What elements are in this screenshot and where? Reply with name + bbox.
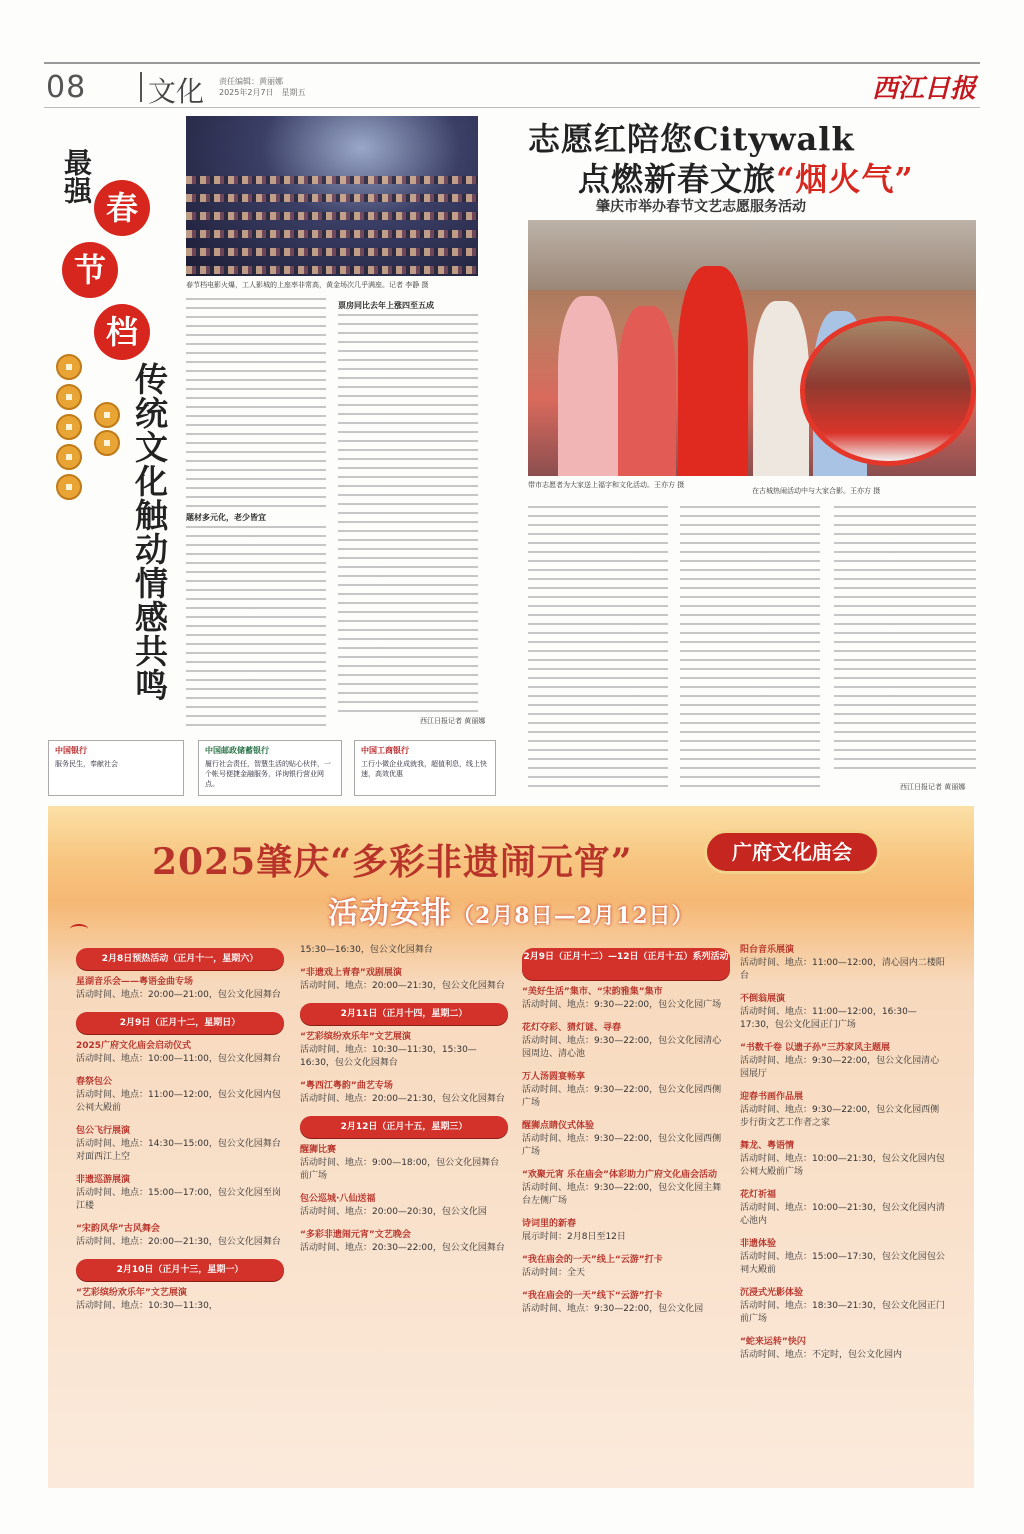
event-detail: 活动时间、地点：20:00—21:30，包公文化园舞台: [76, 1237, 281, 1247]
schedule-day-header: 2月9日（正月十二，星期日）: [76, 1012, 284, 1034]
paper-logo: 西江日报: [871, 74, 976, 104]
event-detail: 活动时间、地点：10:30—11:30，15:30—16:30，包公文化园舞台: [300, 1045, 477, 1068]
event-title: 迎春书画作品展: [740, 1092, 804, 1102]
schedule-event: [300, 967, 508, 993]
title-main: 传统文化触动情感共鸣: [130, 362, 169, 702]
schedule-event: [740, 1189, 948, 1228]
schedule-event: [300, 1144, 508, 1183]
event-title: 万人汤圆宴畅享: [522, 1072, 586, 1082]
event-detail: 活动时间、地点：11:00—12:00，16:30—17:30，包公文化园正门广场: [740, 1007, 917, 1030]
schedule-event: [76, 1174, 284, 1213]
section-title: 文化: [148, 75, 205, 108]
title-char-circle: 节: [62, 242, 118, 298]
person-figure: [678, 266, 748, 476]
schedule-event: [300, 1229, 508, 1255]
event-title: “我在庙会的一天”线上“云游”打卡: [522, 1255, 663, 1265]
right-article-title-line2: 点燃新春文旅“烟火气”: [578, 160, 914, 198]
event-detail: 活动时间、地点：15:00—17:30，包公文化园包公祠大殿前: [740, 1252, 945, 1275]
masthead-divider: [140, 72, 142, 102]
schedule-event: [76, 1287, 284, 1313]
masthead-meta: [219, 76, 306, 98]
schedule-event: [300, 1193, 508, 1219]
schedule-day-header: 2月12日（正月十五，星期三）: [300, 1116, 508, 1138]
editor-line: 责任编辑：黄丽娜: [219, 77, 283, 86]
event-title: 星湖音乐会——粤语金曲专场: [76, 977, 194, 987]
schedule-event: [740, 944, 948, 983]
event-title: “美好生活”集市、“宋韵雅集”集市: [522, 987, 663, 997]
event-title: “欢聚元宵 乐在庙会”体彩助力广府文化庙会活动: [522, 1170, 717, 1180]
event-title: 2025广府文化庙会启动仪式: [76, 1041, 192, 1051]
event-title: “宋韵风华”古风舞会: [76, 1224, 160, 1234]
schedule-event: [300, 944, 508, 957]
event-detail: 活动时间、地点：9:30—22:00，包公文化园西侧广场: [522, 1085, 722, 1108]
event-title: 诗词里的新春: [522, 1219, 577, 1229]
cinema-photo-caption: 春节档电影火爆，工人影城的上座率非常高，黄金场次几乎满座。记者 李静 摄: [186, 281, 429, 289]
event-detail: 活动时间、地点：9:30—22:00，包公文化园清心园展厅: [740, 1056, 940, 1079]
schedule-event: [76, 1223, 284, 1249]
volunteer-inset-photo: [800, 316, 976, 466]
event-detail: 活动时间、地点：9:30—22:00，包公文化园: [522, 1304, 704, 1314]
event-detail: 展示时间：2月8日至12日: [522, 1232, 626, 1242]
event-title: 沉浸式光影体验: [740, 1288, 804, 1298]
event-title: “我在庙会的一天”线下“云游”打卡: [522, 1291, 663, 1301]
event-title: 不倒翁展演: [740, 994, 786, 1004]
event-detail: 活动时间、地点：10:00—21:30，包公文化园内清心池内: [740, 1203, 945, 1226]
event-detail: 活动时间：全天: [522, 1268, 586, 1278]
event-detail: 活动时间、地点：18:30—21:30，包公文化园正门前广场: [740, 1301, 945, 1324]
decorative-swirl: [70, 924, 88, 934]
article-column: [528, 506, 668, 792]
event-detail: 活动时间、地点：9:30—22:00，包公文化园广场: [522, 1000, 722, 1010]
event-title: 醒狮点睛仪式体验: [522, 1121, 595, 1131]
schedule-day-header: 2月10日（正月十三，星期一）: [76, 1259, 284, 1281]
event-detail: 活动时间、地点：10:30—11:30，: [76, 1301, 218, 1311]
ad-bank-of-china: 中国银行 服务民生，奉献社会: [48, 740, 184, 796]
schedule-event: [522, 1254, 730, 1280]
coin-icon: [94, 430, 120, 456]
title-char-circle: 档: [94, 304, 150, 360]
schedule-column: [76, 944, 284, 1323]
seat-row: [186, 194, 478, 202]
banner-badge: 广府文化庙会: [704, 830, 880, 874]
left-article-title: [48, 140, 188, 740]
event-detail: 活动时间、地点：9:30—22:00，包公文化园清心园周边、清心池: [522, 1036, 722, 1059]
article-subhead: 票房同比去年上涨四至五成: [338, 301, 434, 310]
event-title: 舞龙、粤语情: [740, 1141, 795, 1151]
event-detail: 活动时间、地点：20:00—20:30，包公文化园: [300, 1207, 487, 1217]
event-detail: 活动时间、地点：10:00—11:00，包公文化园舞台: [76, 1054, 281, 1064]
schedule-column: [522, 944, 730, 1326]
schedule-event: [522, 1022, 730, 1061]
schedule-event: [740, 1238, 948, 1277]
ad-postal-bank: 中国邮政储蓄银行 履行社会责任，智慧生活的贴心伙伴，一个帐号便捷金融服务，详询银行营业网点。: [198, 740, 342, 796]
banner-title: 2025肇庆“多彩非遗闹元宵”: [152, 841, 633, 883]
event-title: 非遗体验: [740, 1239, 777, 1249]
volunteer-caption-right: 在古城热闹活动中与大家合影。王亦方 摄: [752, 487, 881, 495]
coin-icon: [56, 414, 82, 440]
event-detail: 活动时间、地点：11:00—12:00，清心园内二楼阳台: [740, 958, 945, 981]
seat-row: [186, 230, 478, 238]
left-byline: 西江日报记者 黄丽娜: [420, 717, 486, 725]
event-detail: 活动时间、地点：15:00—17:00，包公文化园至岗江楼: [76, 1188, 281, 1211]
cinema-photo: [186, 116, 478, 276]
person-figure: [618, 306, 676, 476]
schedule-event: [522, 1290, 730, 1316]
event-detail: 活动时间、地点：9:30—22:00，包公文化园西侧广场: [522, 1134, 722, 1157]
coin-icon: [56, 384, 82, 410]
event-detail: 活动时间、地点：10:00—21:30，包公文化园内包公祠大殿前广场: [740, 1154, 945, 1177]
seat-row: [186, 212, 478, 220]
ad-icbc: 中国工商银行 工行小微企业成就我，超值利息，线上快速，高效优惠: [354, 740, 496, 796]
article-column: [834, 506, 976, 776]
coin-icon: [56, 474, 82, 500]
article-subhead: 题材多元化，老少皆宜: [186, 513, 266, 522]
schedule-event: [522, 986, 730, 1012]
schedule-event: [522, 1218, 730, 1244]
event-detail: 活动时间、地点：14:30—15:00，包公文化园舞台对面西江上空: [76, 1139, 281, 1162]
event-detail: 活动时间、地点：不定时，包公文化园内: [740, 1350, 903, 1360]
schedule-event: [76, 1076, 284, 1115]
event-detail: 活动时间、地点：20:00—21:30，包公文化园舞台: [300, 981, 505, 991]
schedule-day-header: 2月11日（正月十四，星期二）: [300, 1003, 508, 1025]
schedule-column: [300, 944, 508, 1265]
event-title: “书数千卷 以遗子孙”三苏家风主题展: [740, 1043, 890, 1053]
schedule-event: [740, 1336, 948, 1362]
photo-background: [528, 220, 976, 290]
event-title: 包公飞行展演: [76, 1126, 131, 1136]
schedule-event: [76, 976, 284, 1002]
article-column: [186, 526, 326, 726]
date-line: 2025年2月7日 星期五: [219, 88, 306, 97]
schedule-event: [740, 1042, 948, 1081]
event-detail: 活动时间、地点：20:00—21:00，包公文化园舞台: [76, 990, 281, 1000]
event-title: 春祭包公: [76, 1077, 113, 1087]
event-detail: 活动时间、地点：9:30—22:00，包公文化园主舞台左侧广场: [522, 1183, 722, 1206]
event-detail: 活动时间、地点：20:30—22:00，包公文化园舞台: [300, 1243, 505, 1253]
event-detail: 活动时间、地点：9:30—22:00，包公文化园西侧步行街文艺工作者之家: [740, 1105, 940, 1128]
event-title: 醒狮比赛: [300, 1145, 337, 1155]
seat-row: [186, 176, 478, 184]
masthead: [44, 62, 980, 108]
event-title: “艺彩缤纷欢乐年”文艺展演: [76, 1288, 187, 1298]
schedule-event: [76, 1125, 284, 1164]
schedule-day-header: 2月8日预热活动（正月十一，星期六）: [76, 948, 284, 970]
lantern-festival-banner: [48, 806, 974, 1488]
event-title: 非遗巡游展演: [76, 1175, 131, 1185]
schedule-event: [300, 1031, 508, 1070]
title-char-circle: 春: [94, 180, 150, 236]
person-figure: [558, 296, 618, 476]
seat-row: [186, 248, 478, 256]
right-article-subtitle: 肇庆市举办春节文艺志愿服务活动: [596, 199, 806, 215]
volunteer-caption-left: 带市志愿者为大家送上福字和文化活动。王亦方 摄: [528, 481, 685, 489]
schedule-event: [740, 1091, 948, 1130]
schedule-event: [740, 1287, 948, 1326]
event-title: 花灯祈福: [740, 1190, 777, 1200]
page-number: 08: [46, 70, 87, 105]
schedule-column: [740, 944, 948, 1372]
event-detail: 活动时间、地点：20:00—21:30，包公文化园舞台: [300, 1094, 505, 1104]
event-title: 阳台音乐展演: [740, 945, 795, 955]
coin-icon: [94, 402, 120, 428]
event-detail: 活动时间、地点：9:00—18:00，包公文化园舞台前广场: [300, 1158, 500, 1181]
schedule-event: [522, 1071, 730, 1110]
banner-subtitle: 活动安排（2月8日—2月12日）: [328, 896, 695, 931]
event-title: 包公巡城·八仙送福: [300, 1194, 376, 1204]
coin-icon: [56, 354, 82, 380]
schedule-event: [300, 1080, 508, 1106]
coin-icon: [56, 444, 82, 470]
event-title: 花灯夺彩、猜灯谜、寻春: [522, 1023, 622, 1033]
schedule-event: [740, 993, 948, 1032]
title-prefix: 最强: [60, 148, 93, 204]
right-byline: 西江日报记者 黄丽娜: [900, 783, 966, 791]
seat-row: [186, 266, 478, 274]
event-title: “艺彩缤纷欢乐年”文艺展演: [300, 1032, 411, 1042]
event-title: “粤西江粤韵”曲艺专场: [300, 1081, 393, 1091]
right-article-title-line1: 志愿红陪您Citywalk: [528, 120, 855, 158]
article-column: [680, 506, 820, 792]
schedule-event: [740, 1140, 948, 1179]
event-detail: 活动时间、地点：11:00—12:00，包公文化园内包公祠大殿前: [76, 1090, 281, 1113]
schedule-event: [522, 1169, 730, 1208]
event-title: “多彩非遗闹元宵”文艺晚会: [300, 1230, 411, 1240]
schedule-day-header: 2月9日（正月十二）—12日（正月十五）系列活动: [522, 948, 730, 980]
article-column: [186, 298, 326, 508]
event-detail: 15:30—16:30，包公文化园舞台: [300, 945, 433, 955]
event-title: “非遗戏上青春”戏剧展演: [300, 968, 402, 978]
article-column: [338, 314, 478, 714]
schedule-event: [76, 1040, 284, 1066]
schedule-event: [522, 1120, 730, 1159]
event-title: “蛇来运转”快闪: [740, 1337, 806, 1347]
